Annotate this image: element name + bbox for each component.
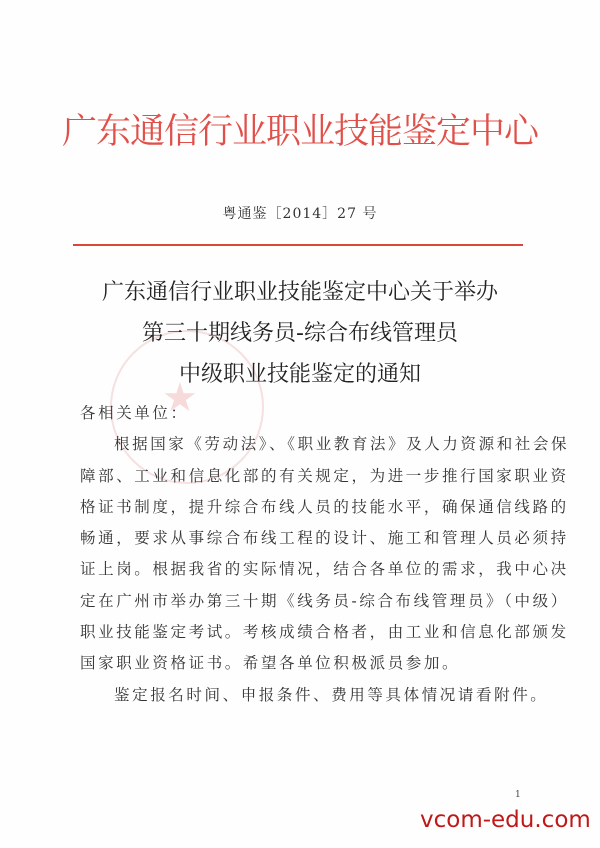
notice-title	[0, 272, 600, 395]
notice-title-line-3: 中级职业技能鉴定的通知	[178, 362, 421, 387]
body-line: 证上岗。根据我省的实际情况，结合各单位的需求，我中心决	[80, 560, 569, 579]
organization-letterhead: 广东通信行业职业技能鉴定中心	[61, 112, 538, 152]
site-watermark: vcom-edu.com	[420, 807, 591, 833]
body-line: 格证书制度，提升综合布线人员的技能水平，确保通信线路的	[80, 497, 569, 516]
body-line: 国家职业资格证书。希望各单位积极派员参加。	[80, 654, 461, 673]
letterhead-divider	[73, 244, 523, 246]
notice-title-line-1: 广东通信行业职业技能鉴定中心关于举办	[101, 280, 498, 305]
seal-star-icon: ★	[162, 375, 198, 421]
page-number: 1	[515, 790, 521, 800]
body-line: 职业技能鉴定考试。考核成绩合格者，由工业和信息化部颁发	[80, 623, 569, 642]
document-number: 粤通鉴［2014］27 号	[222, 206, 378, 222]
notice-title-line-2: 第三十期线务员-综合布线管理员	[142, 321, 458, 346]
body-line: 障部、工业和信息化部的有关规定，为进一步推行国家职业资	[80, 466, 569, 485]
body-line: 定在广州市举办第三十期《线务员-综合布线管理员》（中级）	[80, 591, 569, 610]
body-line: 根据国家《劳动法》、《职业教育法》及人力资源和社会保	[114, 435, 570, 454]
salutation: 各相关单位：	[80, 404, 189, 422]
closing-line: 鉴定报名时间、申报条件、费用等具体情况请看附件。	[114, 685, 549, 704]
body-line: 畅通，要求从事综合布线工程的设计、施工和管理人员必须持	[80, 529, 569, 548]
notice-body	[80, 398, 570, 711]
